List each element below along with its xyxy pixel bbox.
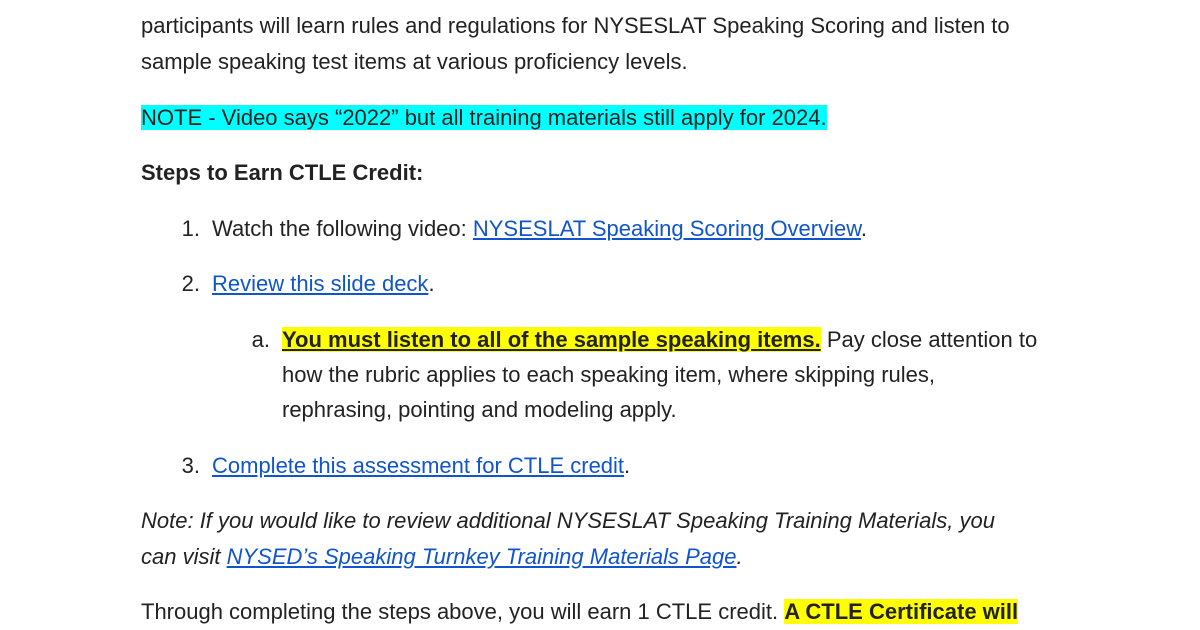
substep-a-line-1-rest: Pay close attention to (820, 327, 1038, 352)
footnote-period: . (736, 544, 743, 569)
turnkey-training-link[interactable]: NYSED’s Speaking Turnkey Training Materials Page (226, 544, 737, 569)
certificate-highlight: A CTLE Certificate will (784, 599, 1019, 624)
listen-requirement-highlight: You must listen to all of the sample speaking items. (282, 327, 821, 352)
closing-text: Through completing the steps above, you will earn 1 CTLE credit. (141, 599, 785, 624)
footnote-line-2-text: can visit (141, 544, 227, 569)
video-note (141, 103, 827, 133)
intro-line-1: participants will learn rules and regulations for NYSESLAT Speaking Scoring and listen to (141, 13, 1010, 38)
intro-line-2: sample speaking test items at various proficiency levels. (141, 49, 688, 74)
step-2-number: 2. (181, 271, 200, 296)
step-1-period: . (860, 216, 868, 241)
step-1 (212, 214, 867, 244)
footnote-line-1: Note: If you would like to review additional NYSESLAT Speaking Training Materials, you (141, 508, 995, 533)
substep-a-line-3: rephrasing, pointing and modeling apply. (282, 397, 677, 422)
step-3 (212, 451, 630, 481)
closing-line (141, 597, 1018, 627)
step-3-period: . (624, 453, 631, 478)
step-2 (212, 269, 435, 299)
substep-a-letter: a. (251, 327, 270, 352)
step-1-number: 1. (181, 216, 200, 241)
footnote-line-2 (141, 542, 743, 572)
steps-heading: Steps to Earn CTLE Credit: (141, 160, 424, 185)
step-2-period: . (428, 271, 435, 296)
step-3-number: 3. (181, 453, 200, 478)
step-1-text: Watch the following video: (212, 216, 473, 241)
video-note-highlight: NOTE - Video says “2022” but all training materials still apply for 2024. (141, 105, 827, 130)
substep-a-line-2: how the rubric applies to each speaking item, where skipping rules, (282, 362, 936, 387)
speaking-scoring-overview-link[interactable]: NYSESLAT Speaking Scoring Overview (472, 216, 861, 241)
slide-deck-link[interactable]: Review this slide deck (212, 271, 429, 296)
assessment-link[interactable]: Complete this assessment for CTLE credit (212, 453, 625, 478)
substep-a-line-1 (282, 325, 1037, 355)
